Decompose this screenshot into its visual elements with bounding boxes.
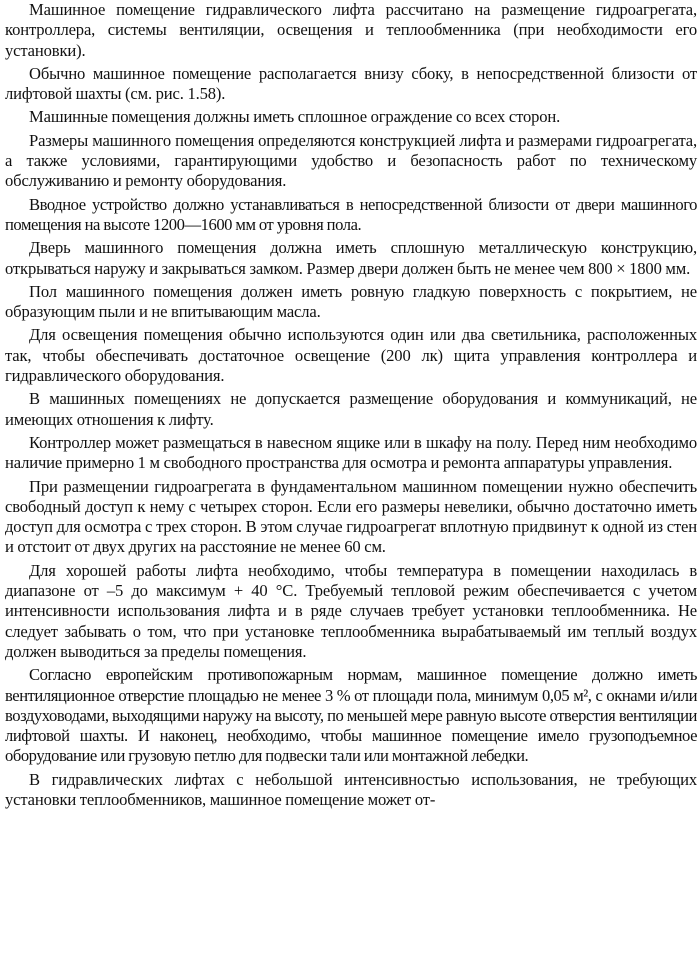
paragraph-hydraulic-unit-access: При размещении гидроагрегата в фундаментальном машинном помещении нужно обеспечить свободный доступ к нему с четырех сторон. Если его размеры невелики, обычно достаточно иметь доступ для осмотра с трех сторон. В этом случае гидроагрегат вплотную придвинут к одной из стен и отстоит от двух других на расстояние не менее 60 см.: [5, 476, 697, 557]
paragraph-temperature: Для хорошей работы лифта необходимо, чтобы температура в помещении находилась в диапазоне от –5 до максимум + 40 °С. Требуемый тепловой режим обеспечивается с учетом интенсивности использования лифта и в ряде случаев требует установки теплообменника. Не следует забывать о том, что при установке теплообменника вырабатываемый им теплый воздух должен выводиться за пределы помещения.: [5, 560, 697, 661]
paragraph-room-dimensions: Размеры машинного помещения определяются конструкцией лифта и размерами гидроагрегата, а также условиями, гарантирующими удобство и безопасность работ по техническому обслуживанию и ремонту оборудования.: [5, 130, 697, 191]
paragraph-machine-room-location: Обычно машинное помещение располагается внизу сбоку, в непосредственной близости от лифтовой шахты (см. рис. 1.58).: [5, 63, 697, 104]
paragraph-input-device: Вводное устройство должно устанавливаться в непосредственной близости от двери машинного помещения на высоте 1200—1600 мм от уровня пола.: [5, 194, 697, 234]
paragraph-enclosure: Машинные помещения должны иметь сплошное ограждение со всех сторон.: [29, 107, 561, 127]
paragraph-low-intensity-lifts: В гидравлических лифтах с небольшой интенсивностью использования, не требующих установки теплообменников, машинное помещение может от-: [5, 769, 697, 809]
paragraph-controller: Контроллер может размещаться в навесном ящике или в шкафу на полу. Перед ним необходимо наличие примерно 1 м свободного пространства для осмотра и ремонта аппаратуры управления.: [5, 432, 697, 473]
paragraph-fire-regulations: Согласно европейским противопожарным нормам, машинное помещение должно иметь вентиляционное отверстие площадью не менее 3 % от площади пола, минимум 0,05 м², с окнами и/или воздуховодами, выходящими наружу на высоту, по меньшей мере равную высоте отверстия вентиляции лифтовой шахты. И наконец, необходимо, чтобы машинное помещение имело грузоподъемное оборудование или грузовую петлю для подвески тали или монтажной лебедки.: [5, 665, 697, 766]
paragraph-machine-room-purpose: Машинное помещение гидравлического лифта рассчитано на размещение гидроагрегата, контроллера, системы вентиляции, освещения и теплообменника (при необходимости его установки).: [5, 0, 697, 60]
paragraph-floor: Пол машинного помещения должен иметь ровную гладкую поверхность с покрытием, не образующим пыли и не впитывающим масла.: [5, 281, 697, 322]
paragraph-unrelated-equipment: В машинных помещениях не допускается размещение оборудования и коммуникаций, не имеющих отношения к лифту.: [5, 389, 697, 429]
paragraph-lighting: Для освещения помещения обычно используются один или два светильника, расположенных так, чтобы обеспечивать достаточное освещение (200 лк) щита управления контроллера и гидравлического оборудования.: [5, 325, 697, 386]
paragraph-door: Дверь машинного помещения должна иметь сплошную металлическую конструкцию, открываться наружу и закрываться замком. Размер двери должен быть не менее чем 800 × 1800 мм.: [5, 238, 697, 278]
